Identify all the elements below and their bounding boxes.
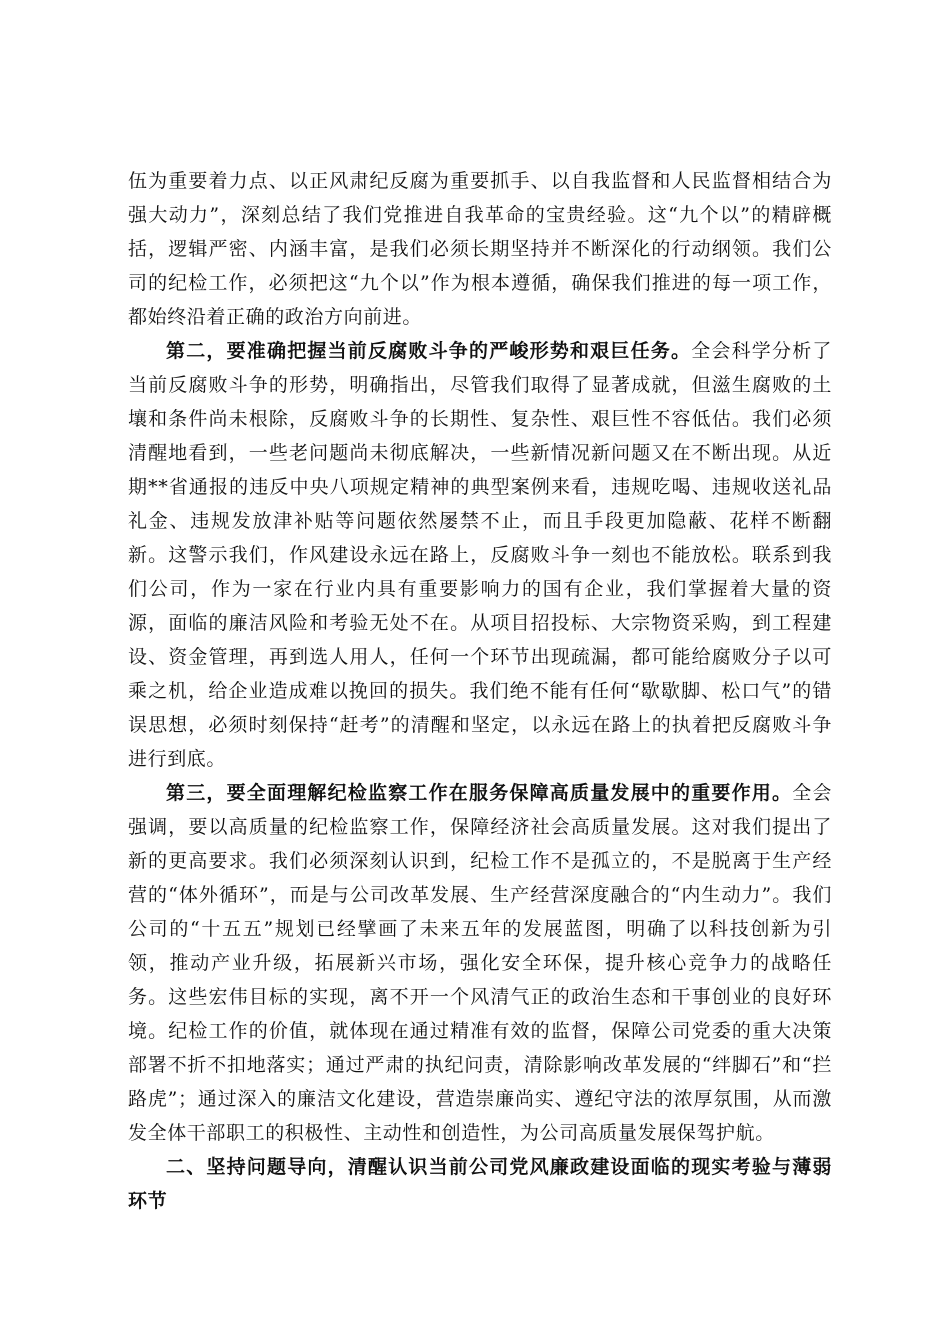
- paragraph-text: 伍为重要着力点、以正风肃纪反腐为重要抓手、以自我监督和人民监督相结合为强大动力”，深刻总结了我们党推进自我革命的宝贵经验。这“九个以”的精辟概括，逻辑严密、内涵丰富，是我们必须长期坚持并不断深化的行动纲领。我们公司的纪检工作，必须把这“九个以”作为根本遵循，确保我们推进的每一项工作，都始终沿着正确的政治方向前进。: [128, 170, 832, 328]
- paragraph-text: 全会科学分析了当前反腐败斗争的形势，明确指出，尽管我们取得了显著成就，但滋生腐败的土壤和条件尚未根除，反腐败斗争的长期性、复杂性、艰巨性不容低估。我们必须清醒地看到，一些老问题尚未彻底解决，一些新情况新问题又在不断出现。从近期**省通报的违反中央八项规定精神的典型案例来看，违规吃喝、违规收送礼品礼金、违规发放津补贴等问题依然屡禁不止，而且手段更加隐蔽、花样不断翻新。这警示我们，作风建设永远在路上，反腐败斗争一刻也不能放松。联系到我们公司，作为一家在行业内具有重要影响力的国有企业，我们掌握着大量的资源，面临的廉洁风险和考验无处不在。从项目招投标、大宗物资采购，到工程建设、资金管理，再到选人用人，任何一个环节出现疏漏，都可能给腐败分子以可乘之机，给企业造成难以挽回的损失。我们绝不能有任何“歇歇脚、松口气”的错误思想，必须时刻保持“赶考”的清醒和坚定，以永远在路上的执着把反腐败斗争进行到底。: [128, 340, 833, 770]
- paragraph-lead-bold: 第三，要全面理解纪检监察工作在服务保障高质量发展中的重要作用。: [166, 782, 793, 804]
- paragraph-third-point: [128, 776, 832, 1150]
- section-heading: 二、坚持问题导向，清醒认识当前公司党风廉政建设面临的现实考验与薄弱环节: [128, 1156, 832, 1212]
- document-body: [128, 164, 832, 1218]
- paragraph-lead-bold: 第二，要准确把握当前反腐败斗争的严峻形势和艰巨任务。: [166, 340, 692, 362]
- paragraph-text: 全会强调，要以高质量的纪检监察工作，保障经济社会高质量发展。这对我们提出了新的更高要求。我们必须深刻认识到，纪检工作不是孤立的，不是脱离于生产经营的“体外循环”，而是与公司改革发展、生产经营深度融合的“内生动力”。我们公司的“十五五”规划已经擘画了未来五年的发展蓝图，明确了以科技创新为引领，推动产业升级，拓展新兴市场，强化安全环保，提升核心竞争力的战略任务。这些宏伟目标的实现，离不开一个风清气正的政治生态和干事创业的良好环境。纪检工作的价值，就体现在通过精准有效的监督，保障公司党委的重大决策部署不折不扣地落实；通过严肃的执纪问责，清除影响改革发展的“绊脚石”和“拦路虎”；通过深入的廉洁文化建设，营造崇廉尚实、遵纪守法的浓厚氛围，从而激发全体干部职工的积极性、主动性和创造性，为公司高质量发展保驾护航。: [128, 782, 833, 1144]
- paragraph-continuation: [128, 164, 832, 334]
- paragraph-second-point: [128, 334, 832, 776]
